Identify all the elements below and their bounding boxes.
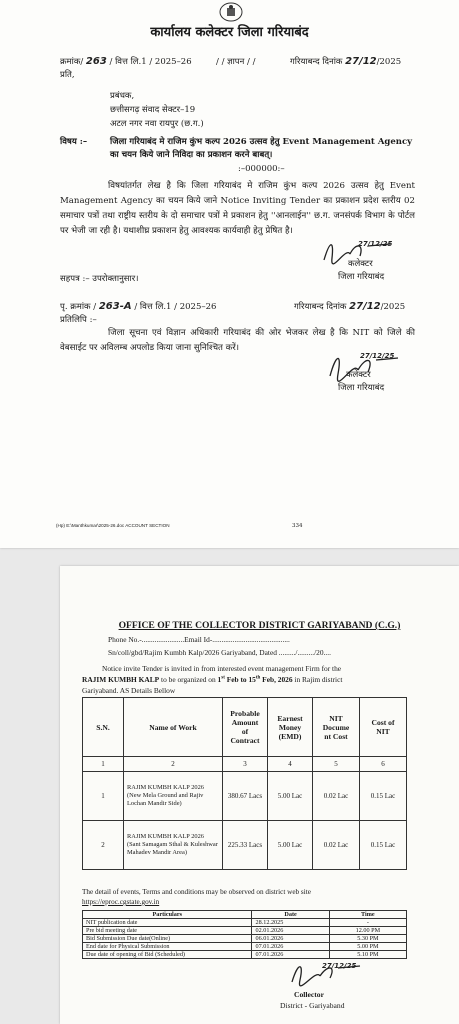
footer-file-path: (Hp) E:\Manthkumar\2025-26.doc ACCOUNT SECTION bbox=[56, 523, 170, 528]
signature-date-1: 27/12/25 bbox=[358, 240, 393, 248]
subject-line-2: का चयन किये जाने निविदा का प्रकाशन करने बाबत्। bbox=[110, 150, 273, 160]
col-no-4: 4 bbox=[268, 757, 313, 772]
table-row bbox=[83, 821, 407, 870]
sched-particular: Pre bid meeting date bbox=[83, 927, 252, 935]
addressee-line-2: छत्तीसगढ़ संवाद सेक्टर–19 bbox=[110, 105, 196, 115]
copy-ref: पृ. क्रमांक / 263-A / वित्त लि.1 / 2025–26 bbox=[60, 301, 217, 312]
english-nit-page bbox=[60, 566, 459, 1024]
designation-1: कलेक्टर bbox=[348, 259, 373, 269]
row-cost-nit: 0.15 Lac bbox=[360, 772, 407, 821]
addressee-line-3: अटल नगर नवा रायपुर (छ.ग.) bbox=[110, 119, 204, 129]
row-sn: 2 bbox=[83, 821, 124, 870]
signature-date-3: 27/12/25 bbox=[322, 962, 357, 970]
nit-ref-line: Sn/coll/gbd/Rajim Kumbh Kalp/2026 Gariyaband, Dated ........./........./20.... bbox=[108, 648, 331, 657]
subject-label: विषय :– bbox=[60, 137, 88, 147]
table-row bbox=[83, 943, 407, 951]
sched-date: 07.01.2026 bbox=[252, 943, 329, 951]
header-particulars: Particulars bbox=[83, 911, 252, 919]
signature-date-2: 27/12/25 bbox=[360, 352, 395, 360]
col-no-6: 6 bbox=[360, 757, 407, 772]
prati-label: प्रति, bbox=[60, 70, 75, 80]
row-sn: 1 bbox=[83, 772, 124, 821]
row-emd: 5.00 Lac bbox=[268, 772, 313, 821]
sched-particular: Due date of opening of Bid (Scheduled) bbox=[83, 951, 252, 959]
office-title: कार्यालय कलेक्टर जिला गरियाबंद bbox=[150, 25, 309, 40]
table-row bbox=[83, 919, 407, 927]
col-no-1: 1 bbox=[83, 757, 124, 772]
copy-paragraph: जिला सूचना एवं विज्ञान अधिकारी गरियाबंद की ओर भेजकर लेख है कि NIT को जिले की वेबसाईट पर अविलम्ब अपलोड किया जाना सुनिश्चित करें। bbox=[60, 328, 415, 353]
phone-email-line: Phone No.-.......................Email Id-.......................................... bbox=[108, 635, 290, 644]
row-work: RAJIM KUMBH KALP 2026 (New Mela Ground and Rajiv Lochan Mandir Side) bbox=[124, 772, 223, 821]
state-emblem-icon bbox=[218, 2, 244, 22]
sched-time: - bbox=[329, 919, 406, 927]
footer-page-number: 334 bbox=[292, 523, 303, 529]
header-date: Date bbox=[252, 911, 329, 919]
eproc-website-link[interactable]: https://eproc.cgstate.gov.in bbox=[82, 898, 160, 906]
designation-2: कलेक्टर bbox=[346, 370, 371, 380]
ref-kramank: क्रमांक/ 263 / वित्त लि.1 / 2025–26 bbox=[60, 56, 192, 67]
sched-time: 5.30 PM bbox=[329, 935, 406, 943]
enclosure-note: सहपत्र :– उपरोक्तानुसार। bbox=[60, 274, 139, 284]
row-amount: 380.67 Lacs bbox=[223, 772, 268, 821]
body-paragraph: विषयांतर्गत लेख है कि जिला गरियाबंद मे राजिम कुंभ कल्प 2026 उत्सव हेतु Event Management Agency का चयन किये जाने Notice Inviting Tender का प्रकाशन प्रदेश स्तरीय 02 समाचार पत्रों तथा राष्ट्रीय स्तरीय के दो समाचार पत्रों मे प्रकाशन हेतु ''आनलाईन'' छ.ग. जनसंपर्क विभाग के पोर्टल पर भेजी जा रही है। यथाशीघ्र प्रकाशन हेतु आवश्यक कार्यवाही हेतु प्रेषित है। bbox=[60, 181, 415, 236]
row-nit-doc: 0.02 Lac bbox=[313, 772, 360, 821]
collector-designation: Collector bbox=[294, 990, 324, 999]
sched-date: 02.01.2026 bbox=[252, 927, 329, 935]
header-time: Time bbox=[329, 911, 406, 919]
col-no-5: 5 bbox=[313, 757, 360, 772]
notice-line-2: RAJIM KUMBH KALP to be organized on 1st Feb to 15th Feb, 2026 in Rajim district bbox=[82, 675, 343, 684]
header-sn: S.N. bbox=[83, 698, 124, 757]
header-name-of-work: Name of Work bbox=[124, 698, 223, 757]
sched-time: 5.00 PM bbox=[329, 943, 406, 951]
row-amount: 225.33 Lacs bbox=[223, 821, 268, 870]
schedule-header-row bbox=[83, 911, 407, 919]
collector-district: District - Gariyaband bbox=[280, 1001, 345, 1010]
column-number-row bbox=[83, 757, 407, 772]
table-row bbox=[83, 772, 407, 821]
table-row bbox=[83, 935, 407, 943]
ref-date: गरियाबन्द दिनांक 27/12/2025 bbox=[290, 56, 402, 67]
sched-particular: End date for Physical Submission bbox=[83, 943, 252, 951]
col-no-3: 3 bbox=[223, 757, 268, 772]
notice-line-1: Notice invite Tender is invited in from interested event management Firm for the bbox=[102, 664, 342, 673]
sched-particular: NIT publication date bbox=[83, 919, 252, 927]
works-header-row bbox=[83, 698, 407, 757]
sched-date: 07.01.2026 bbox=[252, 951, 329, 959]
header-emd: Earnest Money (EMD) bbox=[268, 698, 313, 757]
subject-line-1: जिला गरियाबंद मे राजिम कुंभ कल्प 2026 उत्सव हेतु Event Management Agency bbox=[110, 137, 413, 147]
notice-line-3: Gariyaband. AS Details Bellow bbox=[82, 686, 176, 695]
pratilipi-label: प्रतिलिपि :– bbox=[60, 315, 97, 325]
row-nit-doc: 0.02 Lac bbox=[313, 821, 360, 870]
gyapan-label: / / ज्ञापन / / bbox=[216, 57, 256, 67]
copy-date: गरियाबन्द दिनांक 27/12/2025 bbox=[294, 301, 406, 312]
schedule-table bbox=[82, 910, 407, 959]
addressee-line-1: प्रबंधक, bbox=[110, 91, 135, 101]
header-amount: Probable Amount of Contract bbox=[223, 698, 268, 757]
divider-mark: :–000000:– bbox=[238, 164, 285, 174]
works-table bbox=[82, 697, 407, 870]
row-cost-nit: 0.15 Lac bbox=[360, 821, 407, 870]
sched-particular: Bid Submission Due date(Online) bbox=[83, 935, 252, 943]
header-nit-document-cost: NIT Docume nt Cost bbox=[313, 698, 360, 757]
sched-time: 12.00 PM bbox=[329, 927, 406, 935]
header-cost-of-nit: Cost of NIT bbox=[360, 698, 407, 757]
district-1: जिला गरियाबंद bbox=[338, 272, 385, 282]
row-emd: 5.00 Lac bbox=[268, 821, 313, 870]
nit-office-title: OFFICE OF THE COLLECTOR DISTRICT GARIYABAND (C.G.) bbox=[118, 620, 401, 631]
row-work: RAJIM KUMBH KALP 2026 (Sant Samagam Sthal & Kuleshwar Mahadev Mandir Area) bbox=[124, 821, 223, 870]
district-2: जिला गरियाबंद bbox=[338, 383, 385, 393]
sched-date: 28.12.2025 bbox=[252, 919, 329, 927]
col-no-2: 2 bbox=[124, 757, 223, 772]
sched-date: 06.01.2026 bbox=[252, 935, 329, 943]
details-line: The detail of events, Terms and conditions may be observed on district web site bbox=[82, 888, 311, 896]
table-row bbox=[83, 927, 407, 935]
sched-time: 5.10 PM bbox=[329, 951, 406, 959]
